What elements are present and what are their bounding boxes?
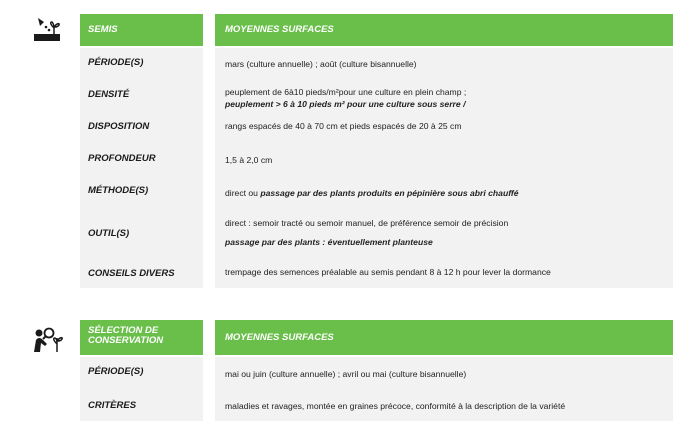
row-value: maladies et ravages, montée en graines précoce, conformité à la description de la variété: [225, 401, 566, 411]
row-label: CONSEILS DIVERS: [88, 268, 175, 279]
table-row: [80, 176, 673, 208]
semis-header-row: [80, 14, 673, 46]
row-value-emphasis: passage par des plants : éventuellement planteuse: [225, 237, 433, 247]
plant-inspection-icon: [30, 322, 66, 358]
row-label: CRITÈRES: [88, 400, 137, 411]
table-row: [80, 80, 673, 112]
semis-table: [80, 14, 673, 288]
row-value: rangs espacés de 40 à 70 cm et pieds espacés de 20 à 25 cm: [225, 121, 462, 131]
row-label: PÉRIODE(S): [88, 57, 144, 68]
selection-header-row: [80, 320, 673, 355]
selection-table: [80, 320, 673, 421]
row-label: PÉRIODE(S): [88, 366, 144, 377]
table-row: [80, 357, 673, 389]
row-label: OUTIL(S): [88, 228, 130, 239]
selection-header-surface: MOYENNES SURFACES: [225, 332, 334, 343]
row-value: direct ou: [225, 188, 261, 198]
row-label: MÉTHODE(S): [88, 185, 149, 196]
row-value-emphasis: passage par des plants produits en pépinière sous abri chauffé: [260, 188, 519, 198]
row-label: DISPOSITION: [88, 121, 150, 132]
table-row: [80, 208, 673, 256]
row-label: PROFONDEUR: [88, 153, 156, 164]
table-row: [80, 389, 673, 421]
row-value: mars (culture annuelle) ; août (culture bisannuelle): [225, 59, 417, 69]
row-value-emphasis: peuplement > 6 à 10 pieds m² pour une culture sous serre /: [225, 99, 466, 109]
sowing-icon: [30, 12, 66, 48]
row-label: DENSITÉ: [88, 89, 130, 100]
selection-header-label: SÉLECTION DE CONSERVATION: [88, 325, 164, 346]
semis-header-surface: MOYENNES SURFACES: [225, 24, 334, 35]
table-row: [80, 256, 673, 288]
table-row: [80, 144, 673, 176]
table-row: [80, 48, 673, 80]
table-row: [80, 112, 673, 144]
row-value: 1,5 à 2,0 cm: [225, 155, 273, 165]
row-value: trempage des semences préalable au semis pendant 8 à 12 h pour lever la dormance: [225, 267, 551, 277]
row-value: direct : semoir tracté ou semoir manuel, de préférence semoir de précision: [225, 218, 509, 228]
row-value: mai ou juin (culture annuelle) ; avril ou mai (culture bisannuelle): [225, 369, 467, 379]
semis-header-label: SEMIS: [88, 24, 118, 35]
row-value: peuplement de 6à10 pieds/m²pour une culture en plein champ ;: [225, 87, 467, 97]
